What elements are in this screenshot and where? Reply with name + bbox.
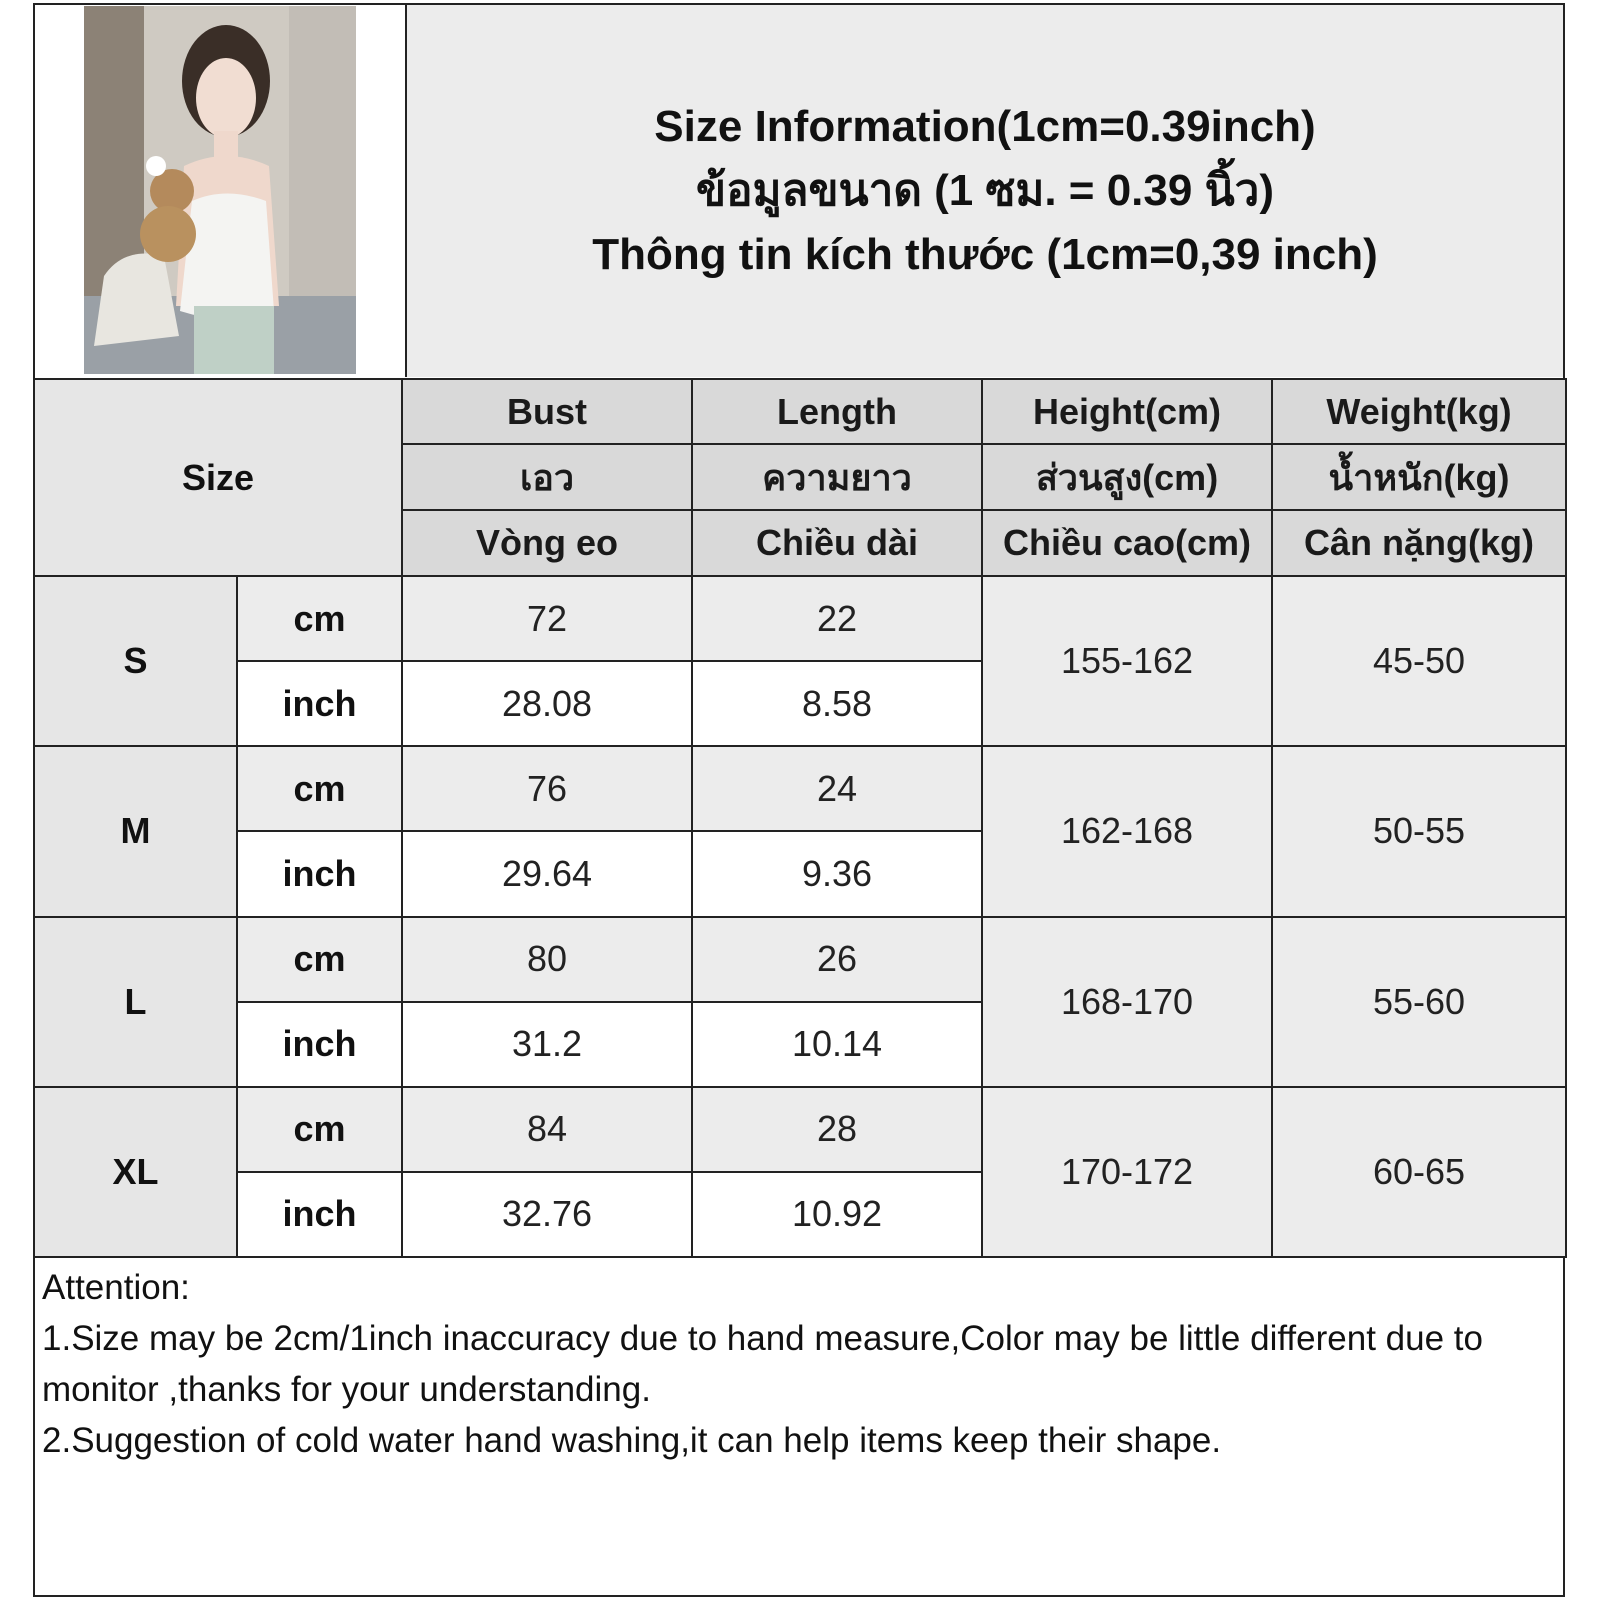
length-cm: 22 xyxy=(692,576,982,661)
bust-inch: 31.2 xyxy=(402,1002,692,1087)
weight-range: 60-65 xyxy=(1272,1087,1566,1257)
weight-range: 55-60 xyxy=(1272,917,1566,1087)
size-xl: XL xyxy=(34,1087,237,1257)
model-image xyxy=(84,6,356,374)
size-header: Size xyxy=(34,379,402,576)
note-1: 1.Size may be 2cm/1inch inaccuracy due to hand measure,Color may be little different due to monitor ,thanks for your understanding. xyxy=(42,1319,1483,1409)
unit-cm: cm xyxy=(237,917,402,1002)
length-inch: 9.36 xyxy=(692,831,982,916)
weight-range: 50-55 xyxy=(1272,746,1566,916)
height-range: 155-162 xyxy=(982,576,1272,746)
bust-cm: 80 xyxy=(402,917,692,1002)
notes-heading: Attention: xyxy=(42,1268,190,1307)
col-height-en: Height(cm) xyxy=(982,379,1272,444)
unit-inch: inch xyxy=(237,1172,402,1257)
bust-cm: 84 xyxy=(402,1087,692,1172)
unit-inch: inch xyxy=(237,831,402,916)
bust-inch: 29.64 xyxy=(402,831,692,916)
bust-cm: 72 xyxy=(402,576,692,661)
length-cm: 26 xyxy=(692,917,982,1002)
bust-inch: 28.08 xyxy=(402,661,692,746)
col-bust-th: เอว xyxy=(402,444,692,510)
col-length-th: ความยาว xyxy=(692,444,982,510)
bust-inch: 32.76 xyxy=(402,1172,692,1257)
unit-cm: cm xyxy=(237,1087,402,1172)
col-weight-th: น้ำหนัก(kg) xyxy=(1272,444,1566,510)
unit-inch: inch xyxy=(237,661,402,746)
size-table xyxy=(33,378,1567,1258)
height-range: 162-168 xyxy=(982,746,1272,916)
unit-inch: inch xyxy=(237,1002,402,1087)
size-m: M xyxy=(34,746,237,916)
size-s: S xyxy=(34,576,237,746)
length-cm: 28 xyxy=(692,1087,982,1172)
attention-notes xyxy=(42,1262,1557,1466)
col-weight-vi: Cân nặng(kg) xyxy=(1272,510,1566,576)
bust-cm: 76 xyxy=(402,746,692,831)
height-range: 168-170 xyxy=(982,917,1272,1087)
size-l: L xyxy=(34,917,237,1087)
title-block xyxy=(407,5,1563,377)
length-inch: 8.58 xyxy=(692,661,982,746)
col-length-vi: Chiều dài xyxy=(692,510,982,576)
title-vietnamese: Thông tin kích thước (1cm=0,39 inch) xyxy=(592,230,1378,279)
length-inch: 10.92 xyxy=(692,1172,982,1257)
note-2: 2.Suggestion of cold water hand washing,it can help items keep their shape. xyxy=(42,1421,1222,1460)
col-height-vi: Chiều cao(cm) xyxy=(982,510,1272,576)
unit-cm: cm xyxy=(237,576,402,661)
height-range: 170-172 xyxy=(982,1087,1272,1257)
col-bust-vi: Vòng eo xyxy=(402,510,692,576)
weight-range: 45-50 xyxy=(1272,576,1566,746)
col-weight-en: Weight(kg) xyxy=(1272,379,1566,444)
product-photo xyxy=(84,6,356,374)
col-height-th: ส่วนสูง(cm) xyxy=(982,444,1272,510)
col-bust-en: Bust xyxy=(402,379,692,444)
title-thai: ข้อมูลขนาด (1 ซม. = 0.39 นิ้ว) xyxy=(695,166,1274,215)
unit-cm: cm xyxy=(237,746,402,831)
title-english: Size Information(1cm=0.39inch) xyxy=(654,102,1316,151)
col-length-en: Length xyxy=(692,379,982,444)
length-cm: 24 xyxy=(692,746,982,831)
length-inch: 10.14 xyxy=(692,1002,982,1087)
